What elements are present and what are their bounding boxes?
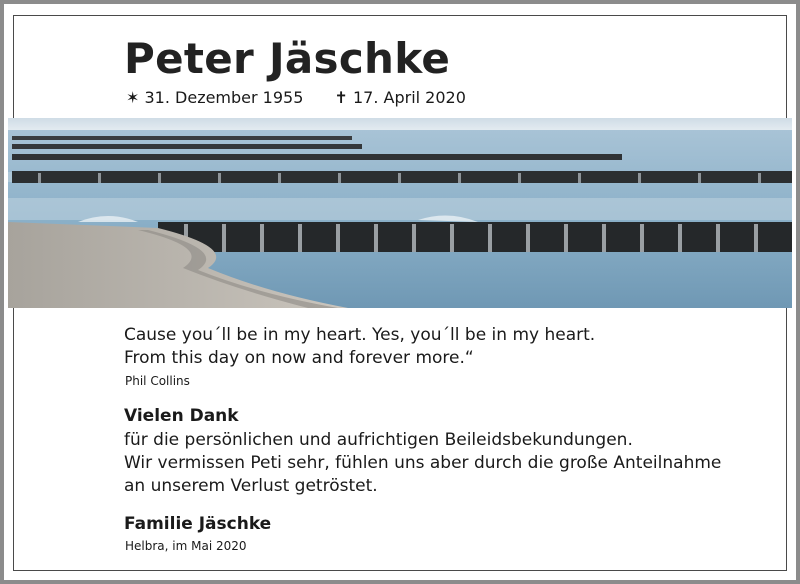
- quote-author: Phil Collins: [125, 374, 190, 388]
- groyne-row: [12, 154, 622, 160]
- thanks-line: an unserem Verlust getröstet.: [124, 476, 378, 496]
- photo-graphic: [8, 118, 792, 308]
- quote: [124, 324, 595, 370]
- thanks-heading: Vielen Dank: [124, 406, 239, 426]
- family-signature: Familie Jäschke: [124, 514, 272, 534]
- beach-groynes-photo: [8, 118, 792, 308]
- quote-line: Cause you´ll be in my heart. Yes, you´ll be in my heart.: [124, 325, 596, 345]
- groyne-row: [12, 136, 352, 140]
- thanks-text: [124, 429, 721, 498]
- death-date: ✝ 17. April 2020: [334, 88, 466, 107]
- obituary-card: [4, 4, 796, 580]
- groyne-near: [158, 222, 792, 252]
- birth-date: ✶ 31. Dezember 1955: [126, 88, 304, 107]
- thanks-line: für die persönlichen und aufrichtigen Beileidsbekundungen.: [124, 430, 633, 450]
- groyne-row: [12, 144, 362, 149]
- quote-line: From this day on now and forever more.“: [124, 348, 474, 368]
- groyne-row: [12, 171, 792, 183]
- life-dates: [126, 88, 492, 107]
- place-date: Helbra, im Mai 2020: [125, 539, 247, 553]
- thanks-line: Wir vermissen Peti sehr, fühlen uns aber durch die große Anteilnahme: [124, 453, 722, 473]
- deceased-name: Peter Jäschke: [124, 34, 451, 83]
- sky: [8, 118, 792, 132]
